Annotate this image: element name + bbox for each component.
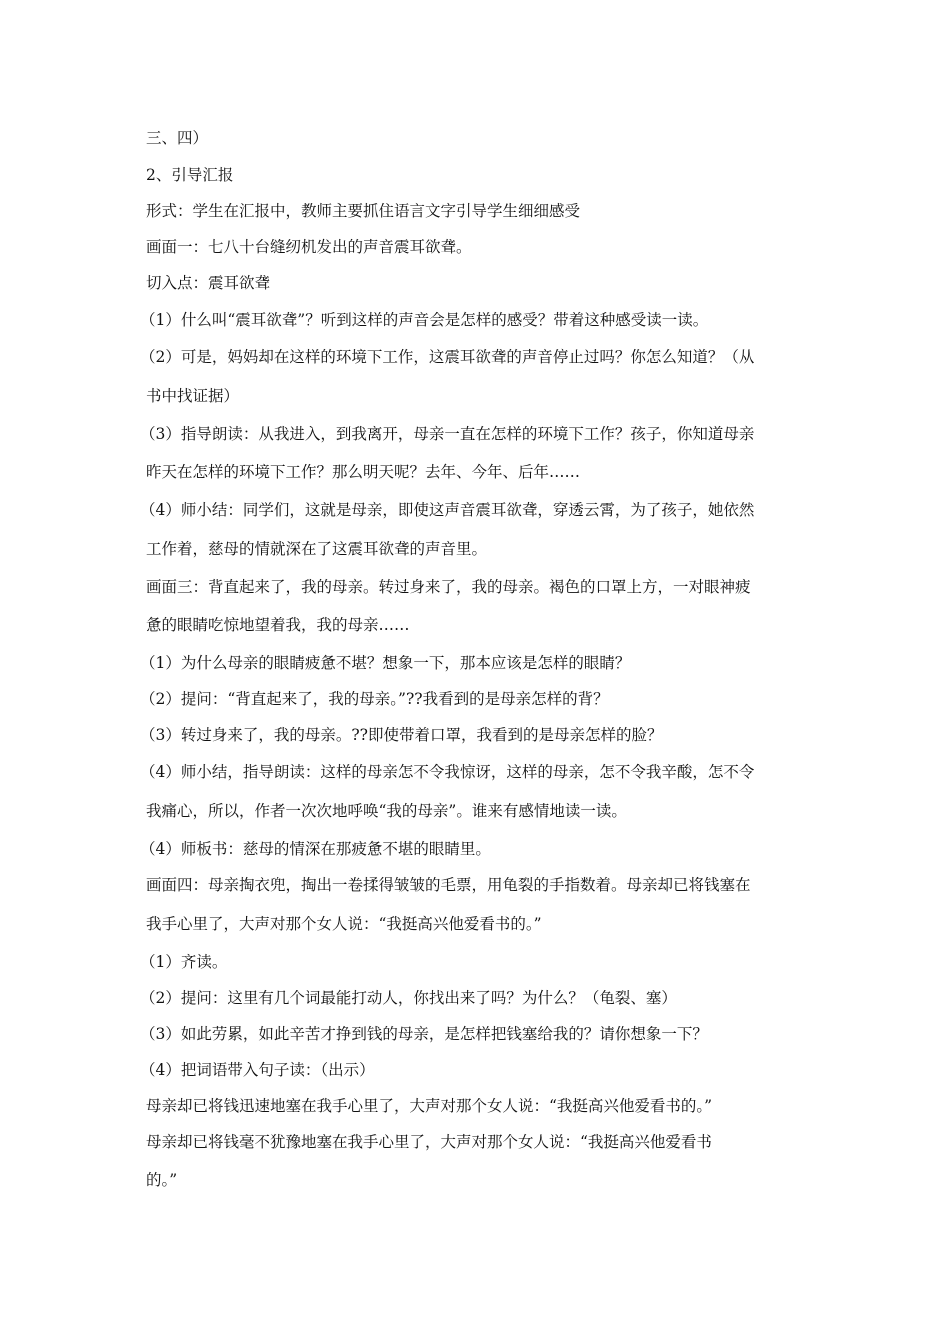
section-heading: 三、四）: [146, 129, 209, 147]
text-line: 惫的眼睛吃惊地望着我，我的母亲……: [146, 616, 410, 634]
paragraph-form: 形式：学生在汇报中，教师主要抓住语言文字引导学生细细感受: [146, 202, 581, 220]
text-line: （4）把词语带入句子读：（出示）: [140, 1061, 375, 1079]
text-line: （4）师板书：慈母的情深在那疲惫不堪的眼睛里。: [140, 840, 491, 858]
text-line: （2）可是，妈妈却在这样的环境下工作，这震耳欲聋的声音停止过吗？你怎么知道？（从: [140, 348, 755, 366]
text-line: 我痛心，所以，作者一次次地呼唤“我的母亲”。谁来有感情地读一读。: [146, 802, 627, 820]
text-line: 工作着，慈母的情就深在了这震耳欲聋的声音里。: [146, 540, 488, 558]
text-line: （2）提问：“背直起来了，我的母亲。”??我看到的是母亲怎样的背？: [140, 690, 609, 708]
example-sentence-2-end: 的。”: [146, 1171, 178, 1189]
scene-four-heading: 画面四：母亲掏衣兜，掏出一卷揉得皱皱的毛票，用龟裂的手指数着。母亲却已将钱塞在: [146, 876, 751, 894]
text-line: 书中找证据）: [146, 387, 240, 405]
text-line: （2）提问：这里有几个词最能打动人，你找出来了吗？为什么？（龟裂、塞）: [140, 989, 677, 1007]
text-line: （4）师小结，指导朗读：这样的母亲怎不令我惊讶，这样的母亲，怎不令我辛酸，怎不令: [140, 763, 755, 781]
example-sentence-2: 母亲却已将钱毫不犹豫地塞在我手心里了，大声对那个女人说：“我挺高兴他爱看书: [146, 1133, 712, 1151]
text-line: 昨天在怎样的环境下工作？那么明天呢？去年、今年、后年……: [146, 463, 581, 481]
subheading-guide-report: 2、引导汇报: [146, 166, 234, 184]
text-line: （1）为什么母亲的眼睛疲惫不堪？想象一下，那本应该是怎样的眼睛？: [140, 654, 631, 672]
text-line: （1）什么叫“震耳欲聋”？听到这样的声音会是怎样的感受？带着这种感受读一读。: [140, 311, 709, 329]
text-line: 我手心里了，大声对那个女人说：“我挺高兴他爱看书的。”: [146, 915, 542, 933]
scene-one-heading: 画面一：七八十台缝纫机发出的声音震耳欲聋。: [146, 238, 472, 256]
example-sentence-1: 母亲却已将钱迅速地塞在我手心里了，大声对那个女人说：“我挺高兴他爱看书的。”: [146, 1097, 713, 1115]
text-line: （4）师小结：同学们，这就是母亲，即使这声音震耳欲聋，穿透云霄，为了孩子，她依然: [140, 501, 755, 519]
text-line: （3）指导朗读：从我进入，到我离开，母亲一直在怎样的环境下工作？孩子，你知道母亲: [140, 425, 755, 443]
text-line: （1）齐读。: [140, 953, 228, 971]
entry-point-line: 切入点：震耳欲聋: [146, 274, 271, 292]
scene-three-heading: 画面三：背直起来了，我的母亲。转过身来了，我的母亲。褐色的口罩上方，一对眼神疲: [146, 578, 751, 596]
text-line: （3）如此劳累，如此辛苦才挣到钱的母亲，是怎样把钱塞给我的？请你想象一下？: [140, 1025, 708, 1043]
text-line: （3）转过身来了，我的母亲。??即使带着口罩，我看到的是母亲怎样的脸？: [140, 726, 663, 744]
